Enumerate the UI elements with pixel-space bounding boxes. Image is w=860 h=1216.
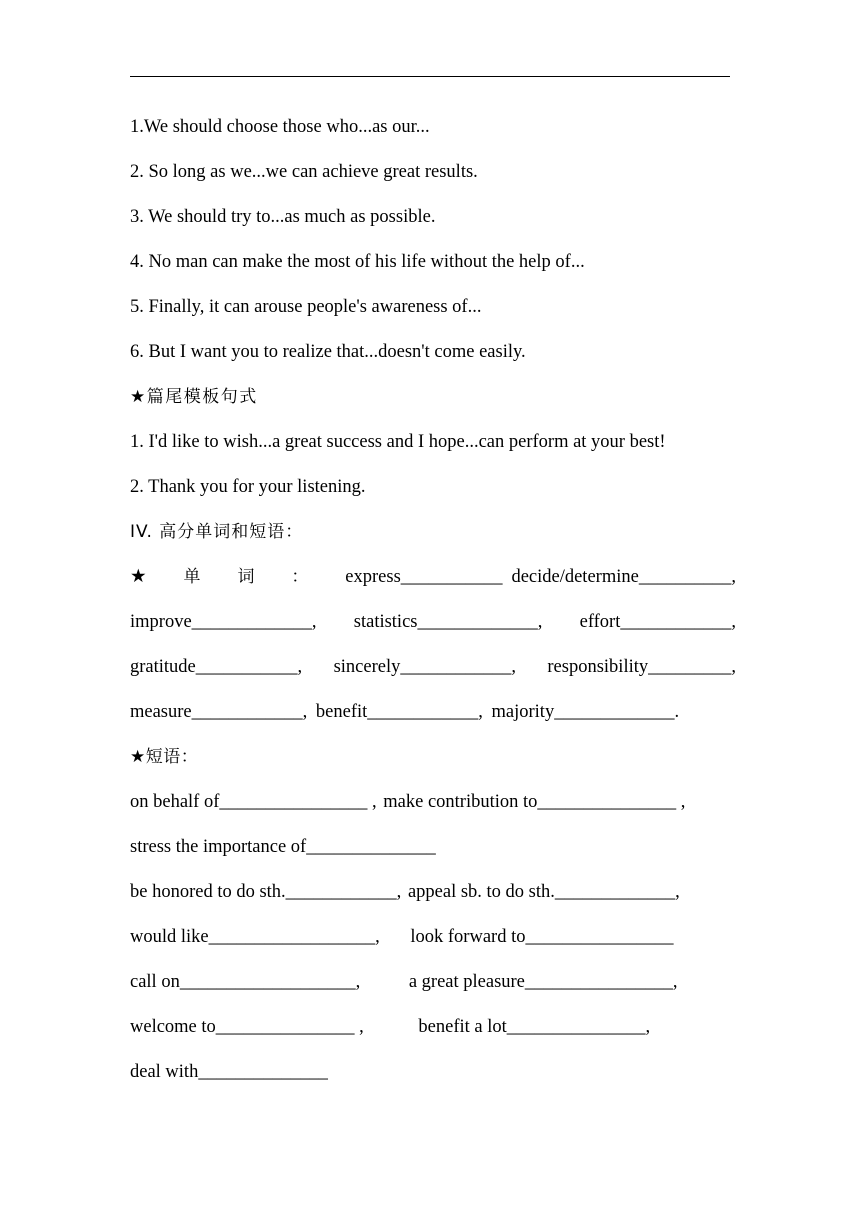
phrase-blank: a great pleasure________________, [408, 972, 678, 992]
word-blank: effort____________, [579, 612, 736, 632]
sentence-6: 6. But I want you to realize that...doesn't come easily. [130, 342, 526, 362]
phrase-row-6 [130, 1015, 736, 1039]
phrase-blank: be honored to do sth.____________, [130, 882, 402, 902]
word-blank: decide/determine__________, [511, 567, 736, 587]
phrase-blank: make contribution to_______________ , [383, 792, 686, 812]
phrase-row-3 [130, 880, 736, 904]
word-blank: responsibility_________, [547, 657, 736, 677]
star-icon: ★ [130, 566, 147, 587]
sentence-2: 2. So long as we...we can achieve great results. [130, 162, 478, 182]
word-blank: measure____________, [130, 702, 308, 722]
phrase-row-1 [130, 790, 736, 814]
section-iv-heading: IV. 高分单词和短语： [130, 522, 304, 542]
sentence-3: 3. We should try to...as much as possible. [130, 207, 436, 227]
phrases-heading: ★短语： [130, 747, 199, 767]
sentence-1: 1.We should choose those who...as our... [130, 117, 430, 137]
words-label-char-1: 单 [183, 567, 201, 587]
phrase-row-5 [130, 970, 736, 994]
word-blank: improve_____________, [130, 612, 317, 632]
ending-templates-heading: ★篇尾模板句式 [130, 387, 258, 407]
ending-sentence-2: 2. Thank you for your listening. [130, 477, 366, 497]
header-rule [130, 76, 730, 77]
word-blank: statistics_____________, [353, 612, 543, 632]
words-row-1 [130, 565, 736, 589]
phrase-blank: on behalf of________________ , [130, 792, 377, 812]
phrase-blank: look forward to________________ [410, 927, 674, 947]
phrase-blank: would like__________________, [130, 927, 380, 947]
words-row-3 [130, 655, 736, 679]
phrase-blank: appeal sb. to do sth._____________, [407, 882, 680, 902]
phrase-blank: call on___________________, [130, 972, 361, 992]
phrase-row-4 [130, 925, 736, 949]
phrase-row-2: stress the importance of______________ [130, 837, 436, 857]
words-row-2 [130, 610, 736, 634]
words-label-colon: ： [291, 567, 309, 587]
sentence-4: 4. No man can make the most of his life without the help of... [130, 252, 585, 272]
word-blank: majority_____________. [491, 702, 680, 722]
word-blank: sincerely____________, [333, 657, 516, 677]
phrase-blank: welcome to_______________ , [130, 1017, 364, 1037]
word-blank: benefit____________, [315, 702, 483, 722]
phrase-blank: benefit a lot_______________, [418, 1017, 651, 1037]
sentence-5: 5. Finally, it can arouse people's awareness of... [130, 297, 482, 317]
ending-sentence-1: 1. I'd like to wish...a great success and I hope...can perform at your best! [130, 432, 666, 452]
word-blank: express___________ [345, 567, 503, 587]
words-label-char-2: 词 [237, 567, 255, 587]
words-row-4 [130, 700, 736, 724]
word-blank: gratitude___________, [130, 657, 303, 677]
phrase-row-7: deal with______________ [130, 1062, 328, 1082]
